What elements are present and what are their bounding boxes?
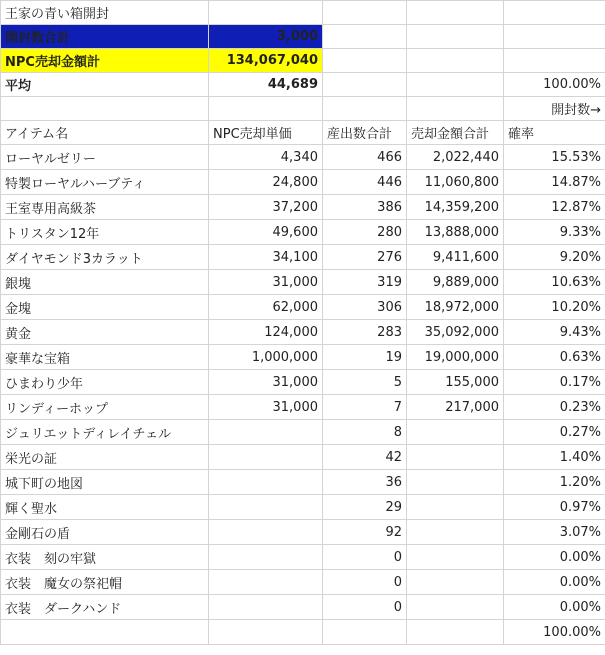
cell[interactable]	[323, 97, 407, 121]
average-value[interactable]: 44,689	[209, 73, 323, 97]
output-count-cell[interactable]: 283	[323, 320, 407, 345]
output-count-cell[interactable]: 8	[323, 420, 407, 445]
rate-cell[interactable]: 0.00%	[504, 570, 605, 595]
rate-cell[interactable]: 0.00%	[504, 545, 605, 570]
table-row	[1, 495, 605, 520]
item-name-cell[interactable]: 黄金	[1, 320, 209, 345]
rate-cell[interactable]: 0.23%	[504, 395, 605, 420]
rate-cell[interactable]: 0.00%	[504, 595, 605, 620]
output-count-cell[interactable]: 0	[323, 570, 407, 595]
open-total-label[interactable]: 開封数合計	[1, 25, 209, 49]
npc-price-cell[interactable]	[209, 595, 323, 620]
rate-cell[interactable]: 15.53%	[504, 145, 605, 170]
table-row	[1, 145, 605, 170]
title-cell[interactable]: 王家の青い箱開封	[1, 1, 209, 25]
cell[interactable]	[407, 73, 504, 97]
table-row	[1, 395, 605, 420]
rate-total-bottom[interactable]: 100.00%	[504, 620, 605, 645]
cell[interactable]	[1, 620, 209, 645]
npc-price-cell[interactable]: 1,000,000	[209, 345, 323, 370]
output-count-cell[interactable]: 92	[323, 520, 407, 545]
npc-price-cell[interactable]: 31,000	[209, 370, 323, 395]
npc-price-cell[interactable]	[209, 420, 323, 445]
npc-price-cell[interactable]: 62,000	[209, 295, 323, 320]
table-row	[1, 570, 605, 595]
npc-price-cell[interactable]	[209, 520, 323, 545]
table-row	[1, 545, 605, 570]
cell[interactable]	[323, 73, 407, 97]
item-name-cell[interactable]: ローヤルゼリー	[1, 145, 209, 170]
sales-total-value[interactable]: 134,067,040	[209, 49, 323, 73]
table-row	[1, 595, 605, 620]
sales-total-cell[interactable]	[407, 595, 504, 620]
item-name-cell[interactable]: 金塊	[1, 295, 209, 320]
sales-total-cell[interactable]: 217,000	[407, 395, 504, 420]
rate-cell[interactable]: 14.87%	[504, 170, 605, 195]
table-row	[1, 245, 605, 270]
item-name-cell[interactable]: ジュリエットディレイチェル	[1, 420, 209, 445]
sales-total-cell[interactable]	[407, 520, 504, 545]
output-count-cell[interactable]: 19	[323, 345, 407, 370]
sales-total-cell[interactable]: 9,411,600	[407, 245, 504, 270]
item-name-cell[interactable]: 輝く聖水	[1, 495, 209, 520]
header-output-count[interactable]: 産出数合計	[323, 121, 407, 145]
item-name-cell[interactable]: 銀塊	[1, 270, 209, 295]
npc-price-cell[interactable]	[209, 495, 323, 520]
npc-price-cell[interactable]	[209, 445, 323, 470]
item-name-cell[interactable]: 城下町の地図	[1, 470, 209, 495]
total-row	[1, 620, 605, 645]
cell[interactable]	[504, 49, 605, 73]
sales-total-label[interactable]: NPC売却金額計	[1, 49, 209, 73]
npc-price-cell[interactable]: 124,000	[209, 320, 323, 345]
header-npc-price[interactable]: NPC売却単価	[209, 121, 323, 145]
header-rate[interactable]: 確率	[504, 121, 605, 145]
cell[interactable]	[407, 97, 504, 121]
sales-total-cell[interactable]	[407, 570, 504, 595]
output-count-cell[interactable]: 0	[323, 595, 407, 620]
sales-total-cell[interactable]	[407, 470, 504, 495]
item-name-cell[interactable]: 金剛石の盾	[1, 520, 209, 545]
npc-price-cell[interactable]	[209, 570, 323, 595]
sales-total-cell[interactable]	[407, 420, 504, 445]
output-count-cell[interactable]: 280	[323, 220, 407, 245]
sales-total-cell[interactable]: 155,000	[407, 370, 504, 395]
cell[interactable]	[407, 25, 504, 49]
rate-cell[interactable]: 12.87%	[504, 195, 605, 220]
header-sales-total[interactable]: 売却金額合計	[407, 121, 504, 145]
output-count-cell[interactable]: 0	[323, 545, 407, 570]
rate-cell[interactable]: 9.43%	[504, 320, 605, 345]
item-name-cell[interactable]: リンディーホップ	[1, 395, 209, 420]
table-row	[1, 270, 605, 295]
output-count-cell[interactable]: 306	[323, 295, 407, 320]
table-row	[1, 295, 605, 320]
table-row	[1, 320, 605, 345]
cell[interactable]	[504, 25, 605, 49]
cell[interactable]	[407, 1, 504, 25]
rate-cell[interactable]: 3.07%	[504, 520, 605, 545]
npc-price-cell[interactable]: 49,600	[209, 220, 323, 245]
rate-cell[interactable]: 0.97%	[504, 495, 605, 520]
rate-cell[interactable]: 9.20%	[504, 245, 605, 270]
sales-total-cell[interactable]: 9,889,000	[407, 270, 504, 295]
output-count-cell[interactable]: 466	[323, 145, 407, 170]
item-name-cell[interactable]: トリスタン12年	[1, 220, 209, 245]
sales-total-cell[interactable]	[407, 445, 504, 470]
header-item-name[interactable]: アイテム名	[1, 121, 209, 145]
output-count-cell[interactable]: 276	[323, 245, 407, 270]
output-count-cell[interactable]: 446	[323, 170, 407, 195]
item-name-cell[interactable]: 衣装 刻の牢獄	[1, 545, 209, 570]
table-row	[1, 370, 605, 395]
sales-total-cell[interactable]: 14,359,200	[407, 195, 504, 220]
table-row	[1, 445, 605, 470]
cell[interactable]	[323, 25, 407, 49]
rate-cell[interactable]: 0.17%	[504, 370, 605, 395]
average-label[interactable]: 平均	[1, 73, 209, 97]
output-count-cell[interactable]: 7	[323, 395, 407, 420]
table-row	[1, 170, 605, 195]
table-row	[1, 220, 605, 245]
item-name-cell[interactable]: ひまわり少年	[1, 370, 209, 395]
sales-total-cell[interactable]: 11,060,800	[407, 170, 504, 195]
output-count-cell[interactable]: 319	[323, 270, 407, 295]
table-row	[1, 195, 605, 220]
cell[interactable]	[1, 97, 209, 121]
cell[interactable]	[504, 1, 605, 25]
sales-total-cell[interactable]: 35,092,000	[407, 320, 504, 345]
rate-total-top[interactable]: 100.00%	[504, 73, 605, 97]
item-name-cell[interactable]: ダイヤモンド3カラット	[1, 245, 209, 270]
sales-total-cell[interactable]	[407, 545, 504, 570]
npc-price-cell[interactable]	[209, 545, 323, 570]
output-count-cell[interactable]: 5	[323, 370, 407, 395]
sales-total-cell[interactable]: 13,888,000	[407, 220, 504, 245]
table-row	[1, 470, 605, 495]
npc-price-cell[interactable]: 31,000	[209, 270, 323, 295]
table-row	[1, 520, 605, 545]
npc-price-cell[interactable]: 4,340	[209, 145, 323, 170]
cell[interactable]	[323, 620, 407, 645]
rate-cell[interactable]: 1.40%	[504, 445, 605, 470]
npc-price-cell[interactable]: 34,100	[209, 245, 323, 270]
rate-cell[interactable]: 10.63%	[504, 270, 605, 295]
npc-price-cell[interactable]: 31,000	[209, 395, 323, 420]
npc-price-cell[interactable]	[209, 470, 323, 495]
sales-total-cell[interactable]	[407, 495, 504, 520]
cell[interactable]	[323, 1, 407, 25]
item-name-cell[interactable]: 豪華な宝箱	[1, 345, 209, 370]
item-name-cell[interactable]: 衣装 魔女の祭祀帽	[1, 570, 209, 595]
rate-cell[interactable]: 1.20%	[504, 470, 605, 495]
sales-total-cell[interactable]: 2,022,440	[407, 145, 504, 170]
item-name-cell[interactable]: 栄光の証	[1, 445, 209, 470]
output-count-cell[interactable]: 386	[323, 195, 407, 220]
rate-cell[interactable]: 10.20%	[504, 295, 605, 320]
item-name-cell[interactable]: 王室専用高級茶	[1, 195, 209, 220]
npc-price-cell[interactable]: 37,200	[209, 195, 323, 220]
open-count-arrow-label[interactable]: 開封数→	[504, 97, 605, 121]
output-count-cell[interactable]: 36	[323, 470, 407, 495]
cell[interactable]	[407, 49, 504, 73]
table-row	[1, 345, 605, 370]
cell[interactable]	[407, 620, 504, 645]
rate-cell[interactable]: 0.63%	[504, 345, 605, 370]
rate-cell[interactable]: 0.27%	[504, 420, 605, 445]
sales-total-cell[interactable]: 19,000,000	[407, 345, 504, 370]
output-count-cell[interactable]: 29	[323, 495, 407, 520]
rate-cell[interactable]: 9.33%	[504, 220, 605, 245]
cell[interactable]	[323, 49, 407, 73]
open-total-value[interactable]: 3,000	[209, 25, 323, 49]
item-name-cell[interactable]: 衣装 ダークハンド	[1, 595, 209, 620]
npc-price-cell[interactable]: 24,800	[209, 170, 323, 195]
item-name-cell[interactable]: 特製ローヤルハーブティ	[1, 170, 209, 195]
cell[interactable]	[209, 97, 323, 121]
sales-total-cell[interactable]: 18,972,000	[407, 295, 504, 320]
cell[interactable]	[209, 1, 323, 25]
output-count-cell[interactable]: 42	[323, 445, 407, 470]
cell[interactable]	[209, 620, 323, 645]
table-row	[1, 420, 605, 445]
